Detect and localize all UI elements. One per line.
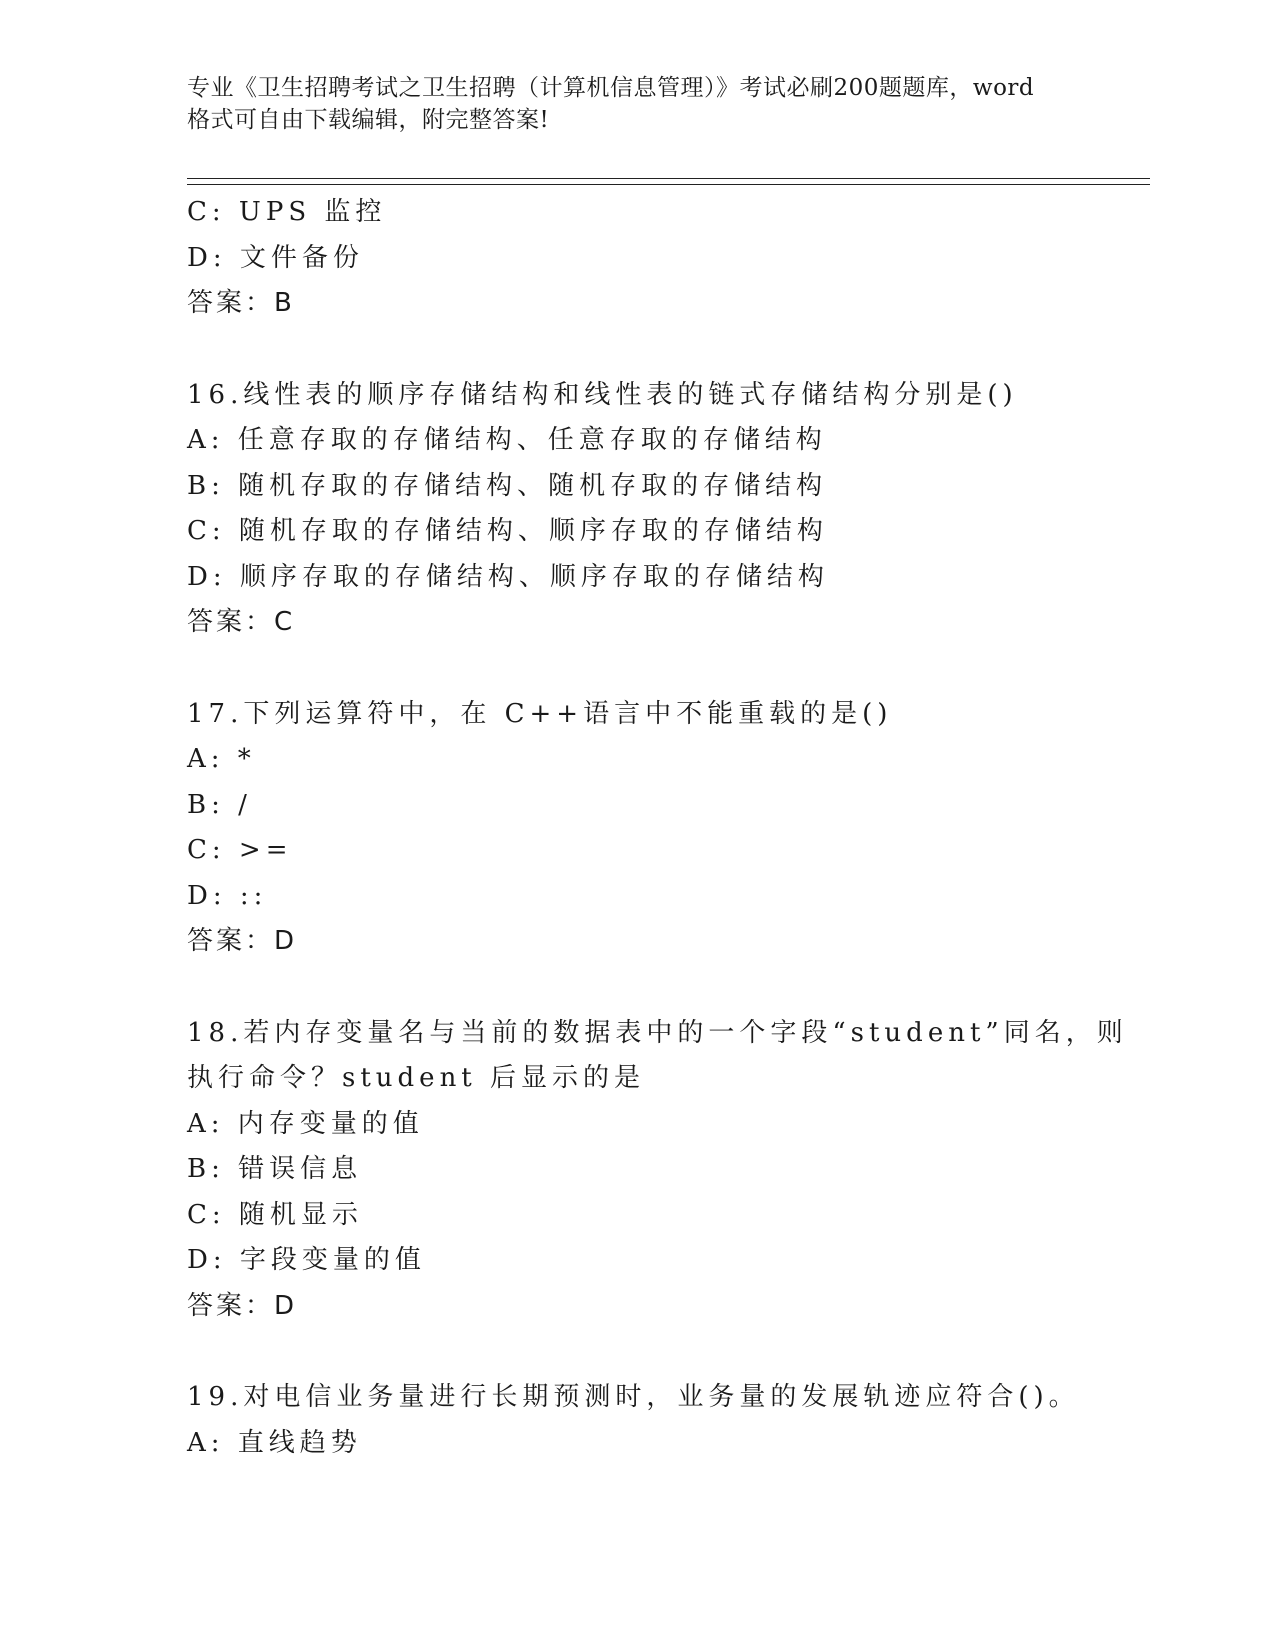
answer-line: 答案：D	[187, 926, 298, 956]
header-divider	[187, 178, 1150, 185]
answer-line: 答案：B	[187, 288, 295, 318]
spacer	[187, 646, 1137, 692]
question-text: 16.线性表的顺序存储结构和线性表的链式存储结构分别是()	[187, 379, 1018, 410]
document-header	[187, 72, 1087, 136]
question-block	[187, 1011, 1137, 1330]
question-text-continued: 执行命令？student 后显示的是	[187, 1063, 646, 1093]
question-block	[187, 373, 1137, 646]
option-c: C: UPS 监控	[187, 197, 387, 227]
question-block	[187, 190, 1137, 327]
option-a: A: 内存变量的值	[187, 1108, 424, 1139]
option-d: D: 顺序存取的存储结构、顺序存取的存储结构	[187, 561, 829, 592]
question-text: 19.对电信业务量进行长期预测时，业务量的发展轨迹应符合()。	[187, 1382, 1080, 1412]
spacer	[187, 327, 1137, 373]
header-title-line-1: 专业《卫生招聘考试之卫生招聘（计算机信息管理）》考试必刷200题题库，word	[187, 75, 1035, 101]
option-d: D: 文件备份	[187, 242, 364, 273]
option-d: D: ::	[187, 880, 268, 911]
answer-line: 答案：D	[187, 1290, 298, 1321]
header-title-line-2: 格式可自由下载编辑，附完整答案!	[187, 107, 550, 133]
option-b: B: 随机存取的存储结构、随机存取的存储结构	[187, 470, 828, 501]
question-block	[187, 1375, 1137, 1466]
option-c: C: 随机存取的存储结构、顺序存取的存储结构	[187, 516, 828, 546]
option-c: C: >=	[187, 835, 293, 865]
question-block	[187, 692, 1137, 965]
question-text: 18.若内存变量名与当前的数据表中的一个字段“student”同名，则	[187, 1017, 1128, 1048]
option-b: B: /	[187, 789, 252, 820]
spacer	[187, 965, 1137, 1011]
option-a: A: 直线趋势	[187, 1427, 362, 1458]
option-a: A: 任意存取的存储结构、任意存取的存储结构	[187, 425, 827, 455]
answer-line: 答案：C	[187, 607, 296, 637]
option-b: B: 错误信息	[187, 1154, 363, 1184]
question-text: 17.下列运算符中，在 C++语言中不能重载的是()	[187, 698, 893, 729]
option-c: C: 随机显示	[187, 1199, 363, 1230]
question-list	[187, 190, 1137, 1466]
option-a: A: *	[187, 744, 256, 774]
spacer	[187, 1329, 1137, 1375]
option-d: D: 字段变量的值	[187, 1245, 426, 1275]
